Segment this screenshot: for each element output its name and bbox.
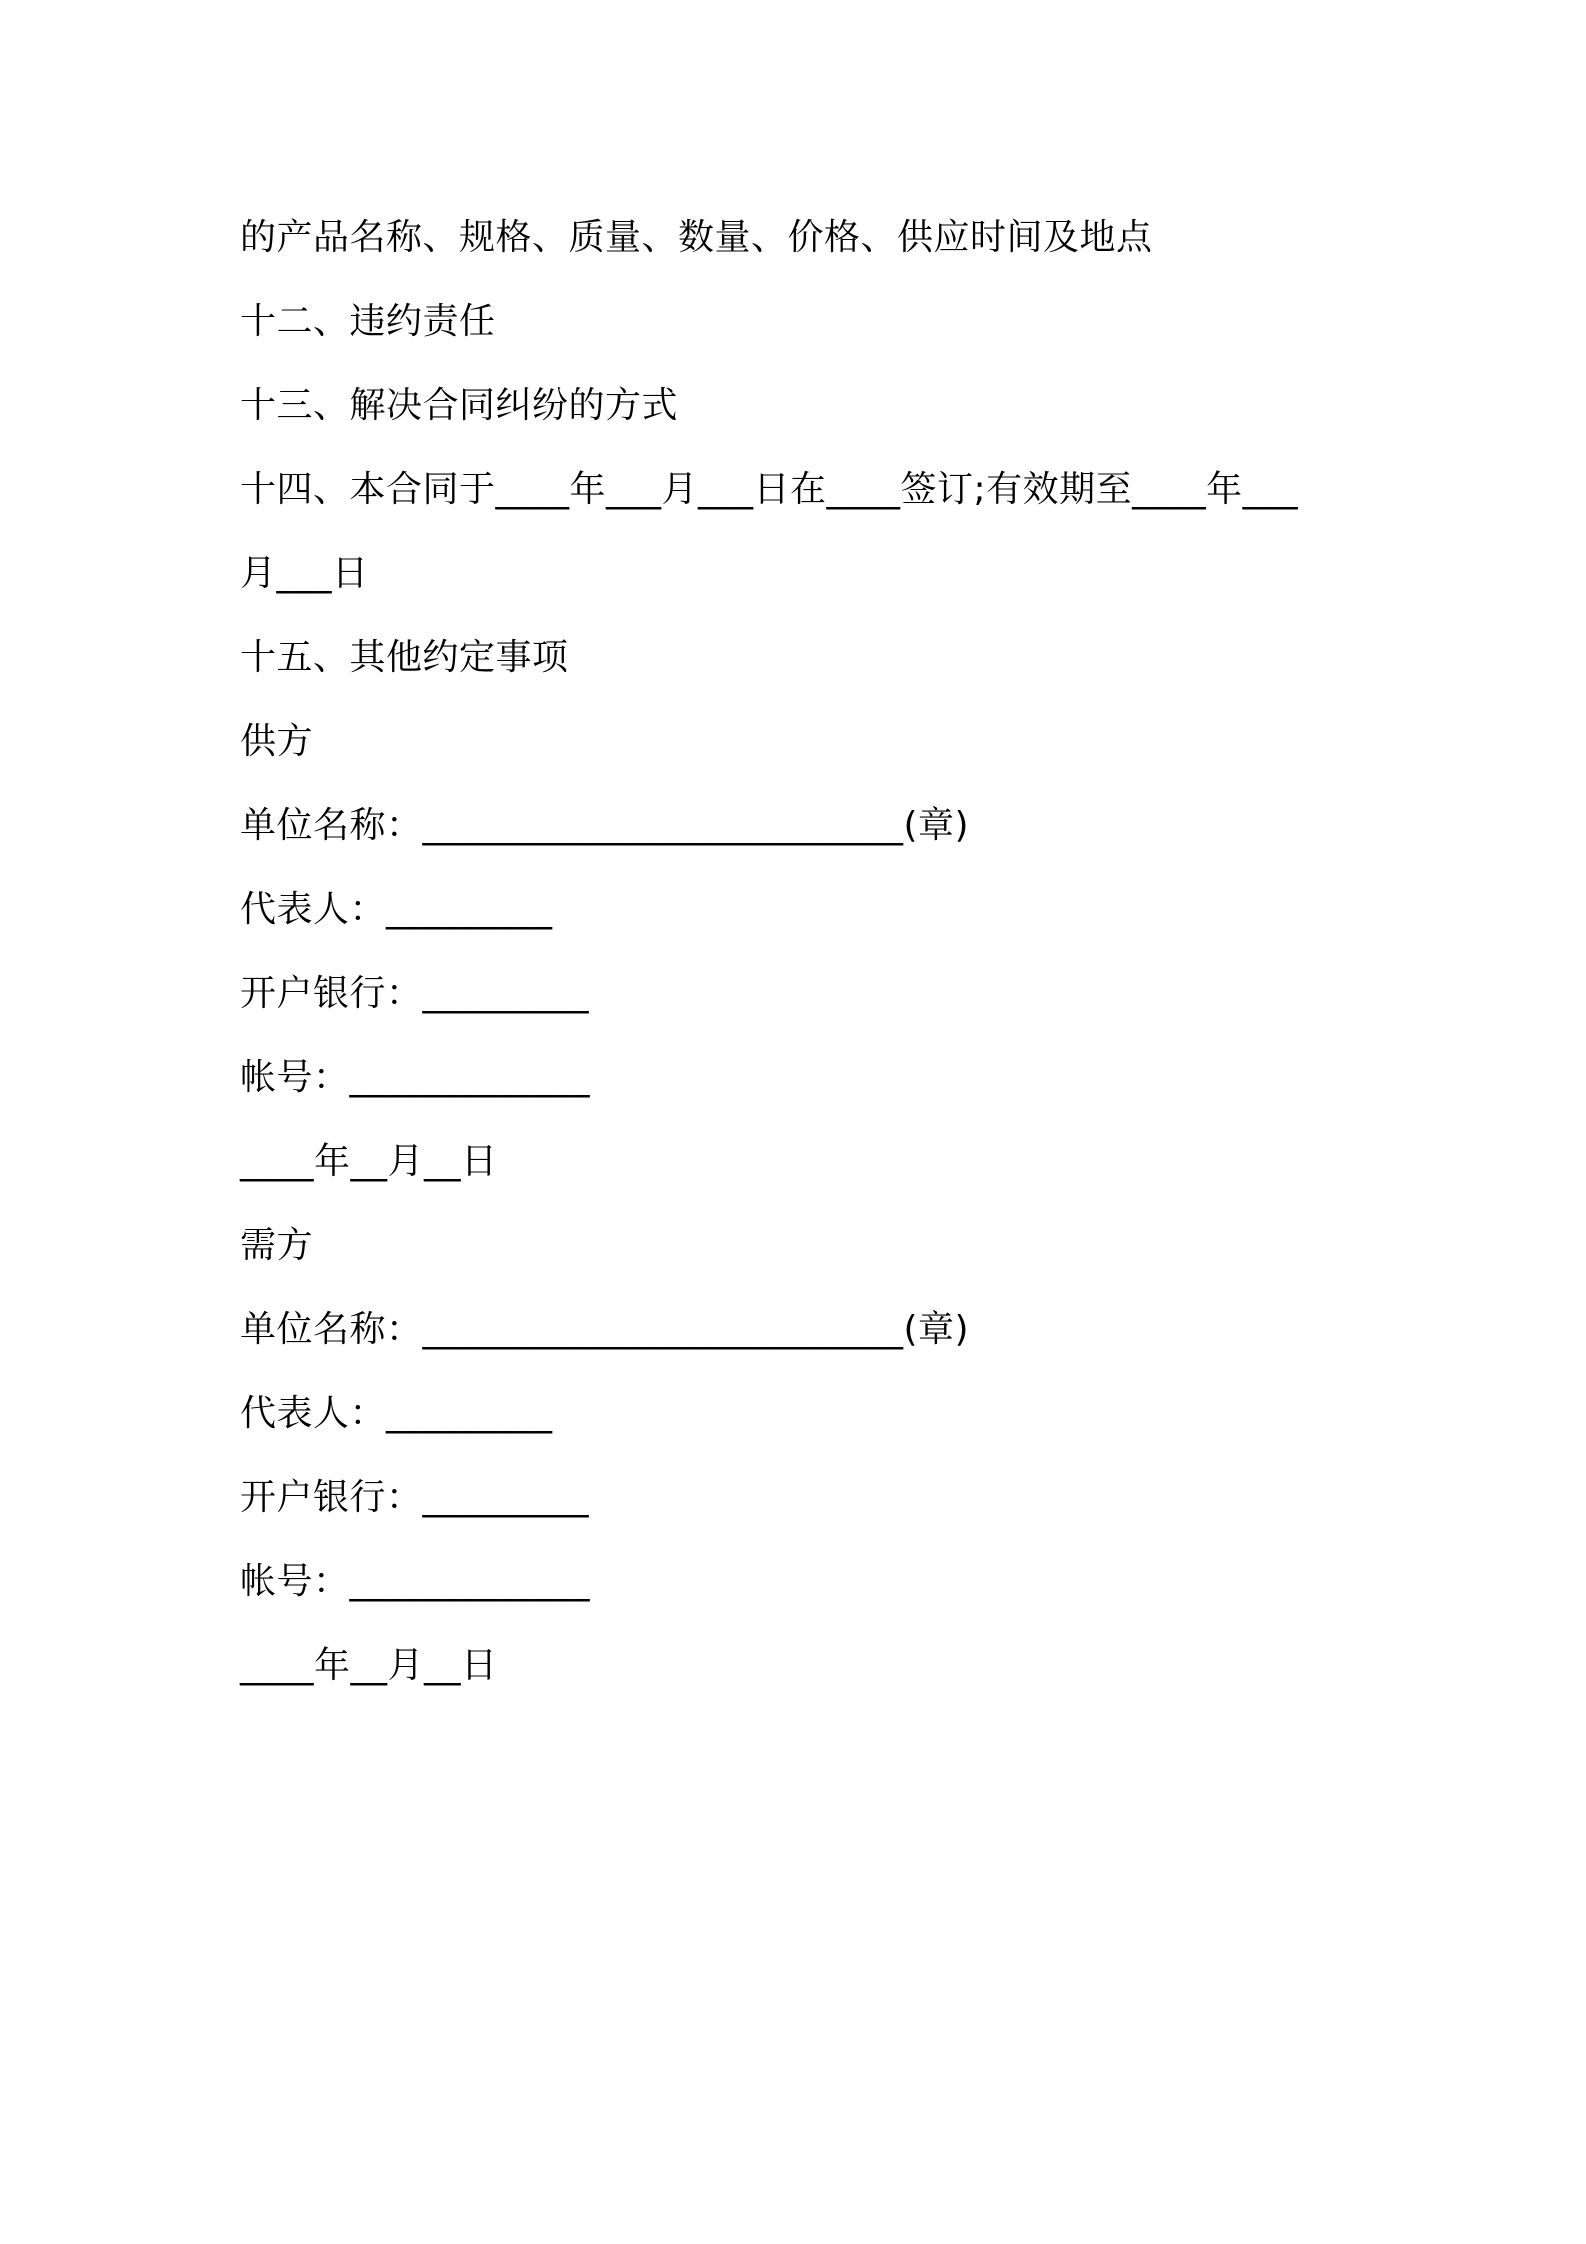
supplier-bank-field: 开户银行：_________	[240, 973, 590, 1014]
clause-12-liability: 十二、违约责任	[240, 301, 496, 342]
buyer-representative-field: 代表人：_________	[240, 1393, 553, 1434]
buyer-bank-field: 开户银行：_________	[240, 1477, 590, 1518]
supplier-heading: 供方	[240, 721, 314, 762]
supplier-date-field: ____年__月__日	[240, 1141, 498, 1182]
supplier-company-name-field: 单位名称：__________________________(章)	[240, 805, 970, 846]
buyer-account-field: 帐号：_____________	[240, 1561, 591, 1602]
supplier-account-field: 帐号：_____________	[240, 1057, 591, 1098]
buyer-heading: 需方	[240, 1225, 314, 1266]
clause-13-dispute-resolution: 十三、解决合同纠纷的方式	[240, 385, 679, 426]
clause-15-other-matters: 十五、其他约定事项	[240, 637, 569, 678]
clause-14-signing-date: 十四、本合同于____年___月___日在____签订;有效期至____年___	[240, 469, 1299, 510]
buyer-company-name-field: 单位名称：__________________________(章)	[240, 1309, 970, 1350]
clause-14-validity-date: 月___日	[240, 553, 369, 594]
clause-product-details: 的产品名称、规格、质量、数量、价格、供应时间及地点	[240, 217, 1153, 258]
supplier-representative-field: 代表人：_________	[240, 889, 553, 930]
document-body	[240, 196, 1390, 1708]
buyer-date-field: ____年__月__日	[240, 1645, 498, 1686]
